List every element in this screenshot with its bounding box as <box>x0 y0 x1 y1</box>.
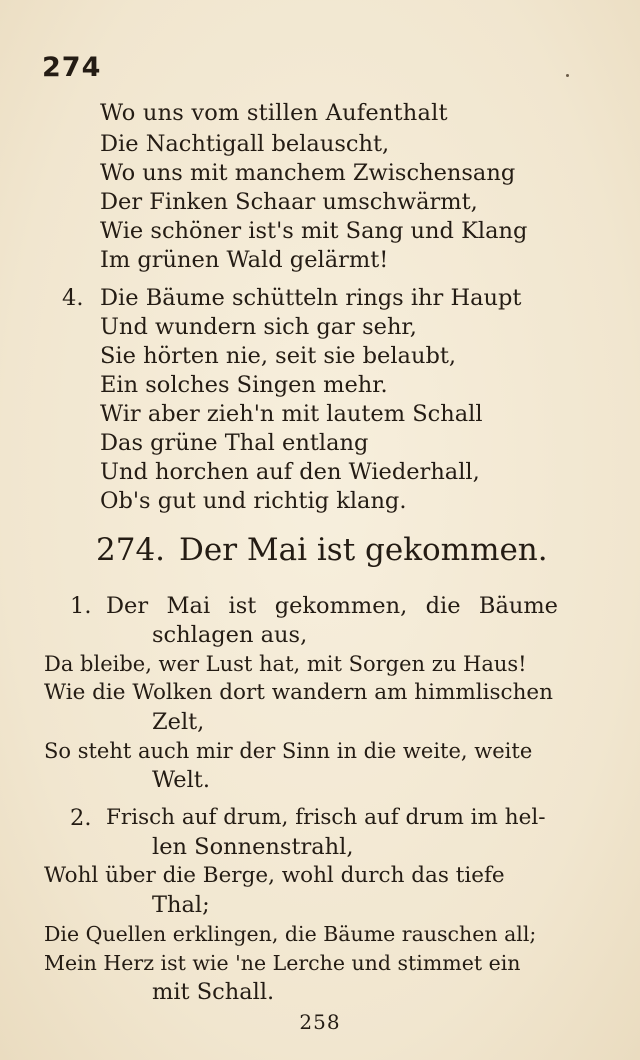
verse-line: Welt. <box>152 767 210 793</box>
hymn-title: Der Mai ist gekommen. <box>179 532 548 568</box>
ink-speck <box>566 74 569 77</box>
verse-line: Der Mai ist gekommen, die Bäume <box>106 593 558 619</box>
stanza-line: Der Finken Schaar umschwärmt, <box>100 189 478 215</box>
stanza-line: Und horchen auf den Wiederhall, <box>100 459 480 485</box>
stanza-line: Wo uns vom stillen Aufenthalt <box>100 100 448 126</box>
verse-line: Wohl über die Berge, wohl durch das tiefe <box>44 863 505 888</box>
stanza-line: Wo uns mit manchem Zwischensang <box>100 160 516 186</box>
verse-line: Die Quellen erklingen, die Bäume rauschen all; <box>44 922 537 946</box>
verse-line: Mein Herz ist wie 'ne Lerche und stimmet ein <box>44 951 521 975</box>
stanza-number: 4. <box>62 285 84 311</box>
verse-line: len Sonnenstrahl, <box>152 834 354 860</box>
verse-line: Da bleibe, wer Lust hat, mit Sorgen zu Haus! <box>44 652 527 676</box>
stanza-line: Die Nachtigall belauscht, <box>100 131 390 157</box>
hymn-number: 274. <box>96 532 166 568</box>
hymn-heading <box>96 530 548 570</box>
verse-number: 1. <box>70 593 92 619</box>
verse-line: Zelt, <box>152 709 205 735</box>
stanza-line: Ob's gut und richtig klang. <box>100 488 407 514</box>
stanza-line: Wie schöner ist's mit Sang und Klang <box>100 218 528 244</box>
verse-line: So steht auch mir der Sinn in die weite, weite <box>44 739 533 763</box>
page-number-bottom: 258 <box>299 1010 341 1034</box>
stanza-line: Ein solches Singen mehr. <box>100 372 388 398</box>
verse-line: mit Schall. <box>152 979 275 1005</box>
stanza-line: Im grünen Wald gelärmt! <box>100 247 389 273</box>
stanza-line: Und wundern sich gar sehr, <box>100 314 417 340</box>
verse-line: Thal; <box>152 892 210 918</box>
verse-number: 2. <box>70 805 92 831</box>
stanza-line: Die Bäume schütteln rings ihr Haupt <box>100 285 522 311</box>
stanza-line: Sie hörten nie, seit sie belaubt, <box>100 343 457 369</box>
verse-line: Frisch auf drum, frisch auf drum im hel- <box>106 805 546 830</box>
verse-line: Wie die Wolken dort wandern am himmlischen <box>44 680 553 705</box>
page-number-top: 274 <box>42 52 102 83</box>
stanza-line: Wir aber zieh'n mit lautem Schall <box>100 401 483 427</box>
stanza-line: Das grüne Thal entlang <box>100 430 369 456</box>
verse-line: schlagen aus, <box>152 622 308 648</box>
